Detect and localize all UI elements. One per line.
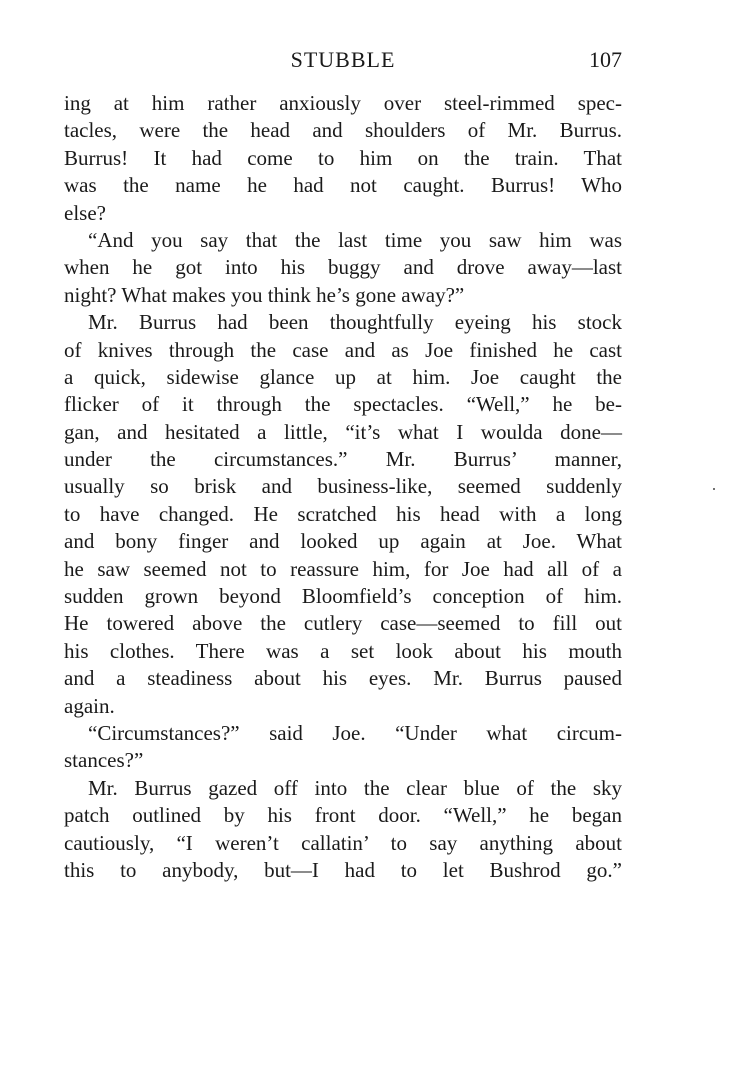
text-line: Burrus! It had come to him on the train. That: [64, 145, 622, 170]
text-line: night? What makes you think he’s gone away?”: [64, 282, 465, 307]
running-title: STUBBLE: [290, 47, 396, 72]
text-line: and a steadiness about his eyes. Mr. Burrus paused: [64, 666, 622, 691]
text-line: he saw seemed not to reassure him, for Joe had all of a: [64, 556, 622, 581]
running-head: [64, 47, 622, 75]
text-line: “Circumstances?” said Joe. “Under what circum-: [88, 720, 622, 745]
text-line: Mr. Burrus had been thoughtfully eyeing his stock: [88, 310, 622, 335]
text-line: “And you say that the last time you saw him was: [88, 227, 622, 252]
text-line: usually so brisk and business-like, seemed suddenly: [64, 474, 622, 499]
text-line: when he got into his buggy and drove away—last: [64, 255, 622, 280]
text-line: cautiously, “I weren’t callatin’ to say anything about: [64, 830, 622, 855]
text-line: a quick, sidewise glance up at him. Joe caught the: [64, 364, 622, 389]
text-line: flicker of it through the spectacles. “Well,” he be-: [64, 392, 622, 417]
text-line: ing at him rather anxiously over steel-rimmed spec-: [64, 91, 622, 115]
text-line: this to anybody, but—I had to let Bushrod go.”: [64, 857, 622, 882]
text-line: was the name he had not caught. Burrus! Who: [64, 173, 622, 198]
text-line: his clothes. There was a set look about his mouth: [64, 638, 622, 663]
text-line: else?: [64, 200, 106, 225]
text-line: again.: [64, 693, 115, 718]
text-line: to have changed. He scratched his head with a long: [64, 501, 622, 526]
page-number: 107: [589, 47, 622, 72]
text-line: tacles, were the head and shoulders of Mr. Burrus.: [64, 118, 622, 143]
text-line: stances?”: [64, 748, 144, 773]
text-line: He towered above the cutlery case—seemed to fill out: [64, 611, 622, 636]
paper-speck: [713, 488, 715, 490]
body-text: [64, 90, 622, 884]
text-line: gan, and hesitated a little, “it’s what I woulda done—: [64, 419, 622, 444]
text-line: under the circumstances.” Mr. Burrus’ manner,: [64, 447, 622, 472]
text-line: sudden grown beyond Bloomfield’s conception of him.: [64, 584, 622, 609]
text-line: of knives through the case and as Joe finished he cast: [64, 337, 622, 362]
text-line: and bony finger and looked up again at Joe. What: [64, 529, 622, 554]
text-line: patch outlined by his front door. “Well,” he began: [64, 803, 622, 828]
text-line: Mr. Burrus gazed off into the clear blue of the sky: [88, 775, 622, 800]
